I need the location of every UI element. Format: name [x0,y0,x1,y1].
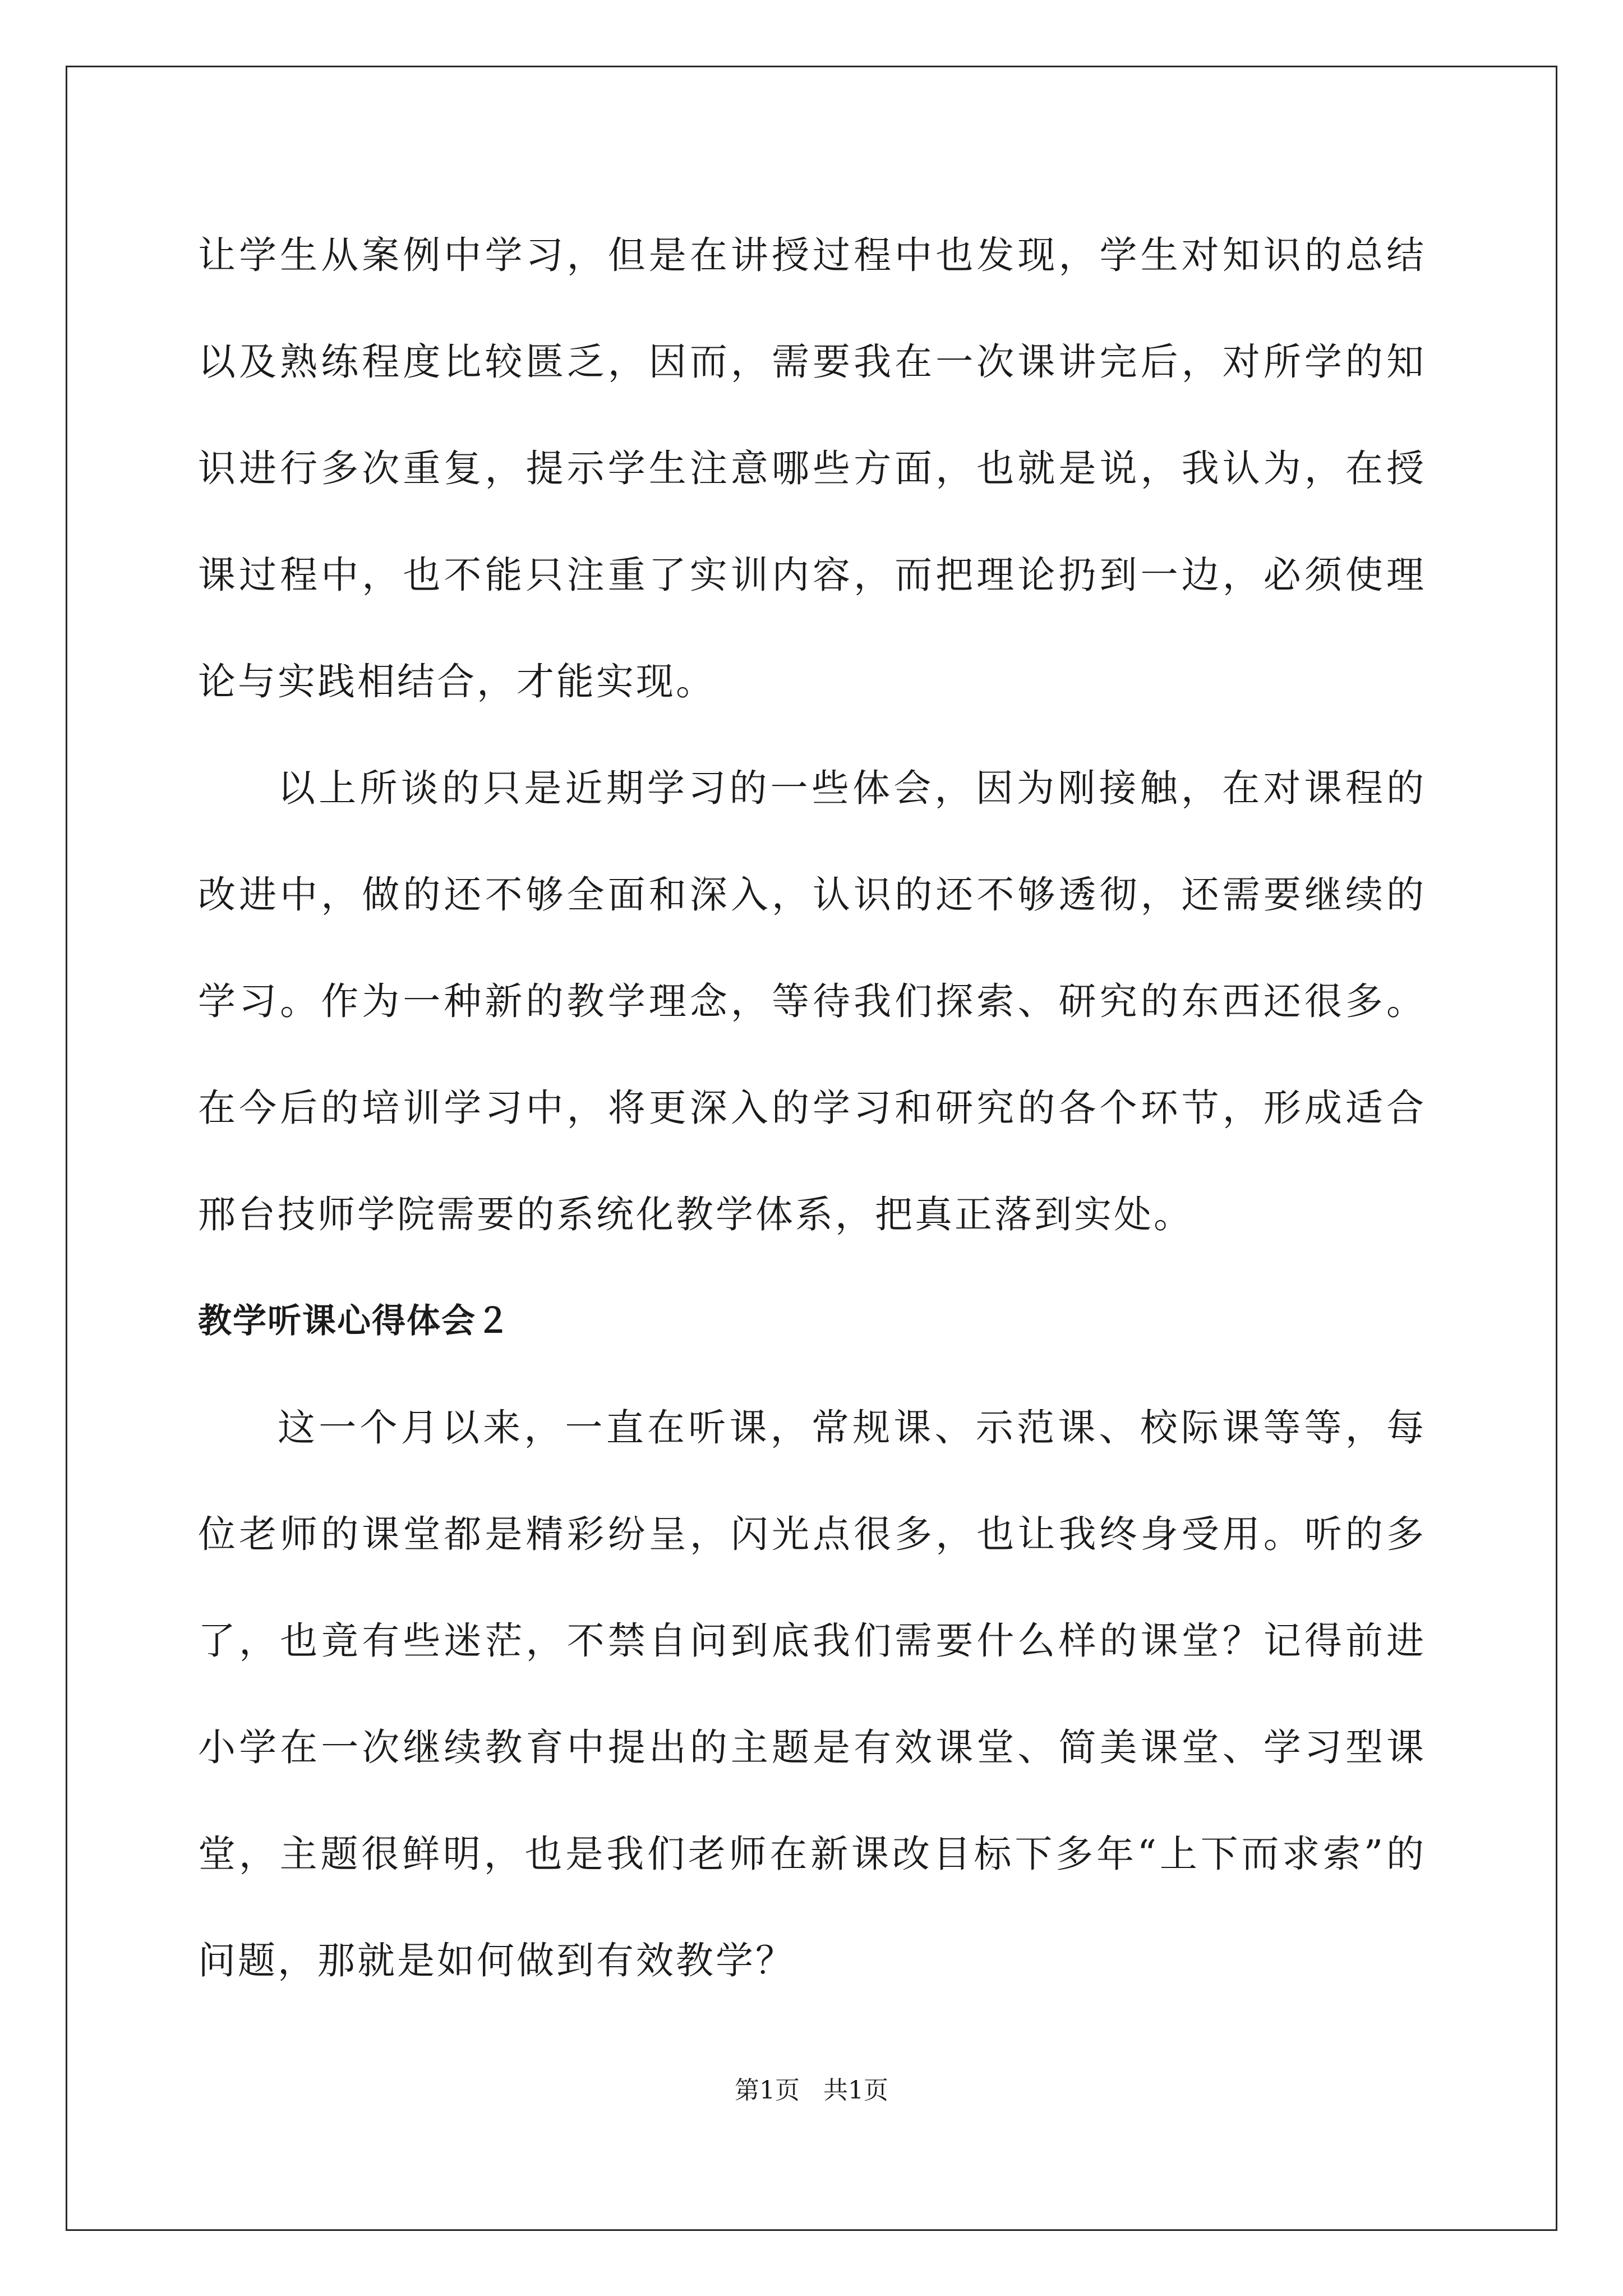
page-footer [0,2070,1623,2106]
document-body [198,202,1426,2014]
paragraph-section-body: 这一个月以来，一直在听课，常规课、示范课、校际课等等，每位老师的课堂都是精彩纷呈，闪光点很多，也让我终身受用。听的多了，也竟有些迷茫，不禁自问到底我们需要什么样的课堂？记得前进小学在一次继续教育中提出的主题是有效课堂、简美课堂、学习型课堂，主题很鲜明，也是我们老师在新课改目标下多年“上下而求索”的问题，那就是如何做到有效教学？ [198,1406,1426,1982]
footer-spacer [800,2076,823,2105]
paragraph-continuation: 让学生从案例中学习，但是在讲授过程中也发现，学生对知识的总结以及熟练程度比较匮乏，因而，需要我在一次课讲完后，对所学的知识进行多次重复，提示学生注意哪些方面，也就是说，我认为，在授课过程中，也不能只注重了实训内容，而把理论扔到一边，必须使理论与实践相结合，才能实现。 [198,233,1426,703]
page-number: 第1页 [735,2076,800,2105]
section-heading: 教学听课心得体会２ [198,1301,511,1341]
paragraph-reflection: 以上所谈的只是近期学习的一些体会，因为刚接触，在对课程的改进中，做的还不够全面和深入，认识的还不够透彻，还需要继续的学习。作为一种新的教学理念，等待我们探索、研究的东西还很多。在今后的培训学习中，将更深入的学习和研究的各个环节，形成适合邢台技师学院需要的系统化教学体系，把真正落到实处。 [198,766,1426,1236]
page-total: 共1页 [823,2076,888,2105]
